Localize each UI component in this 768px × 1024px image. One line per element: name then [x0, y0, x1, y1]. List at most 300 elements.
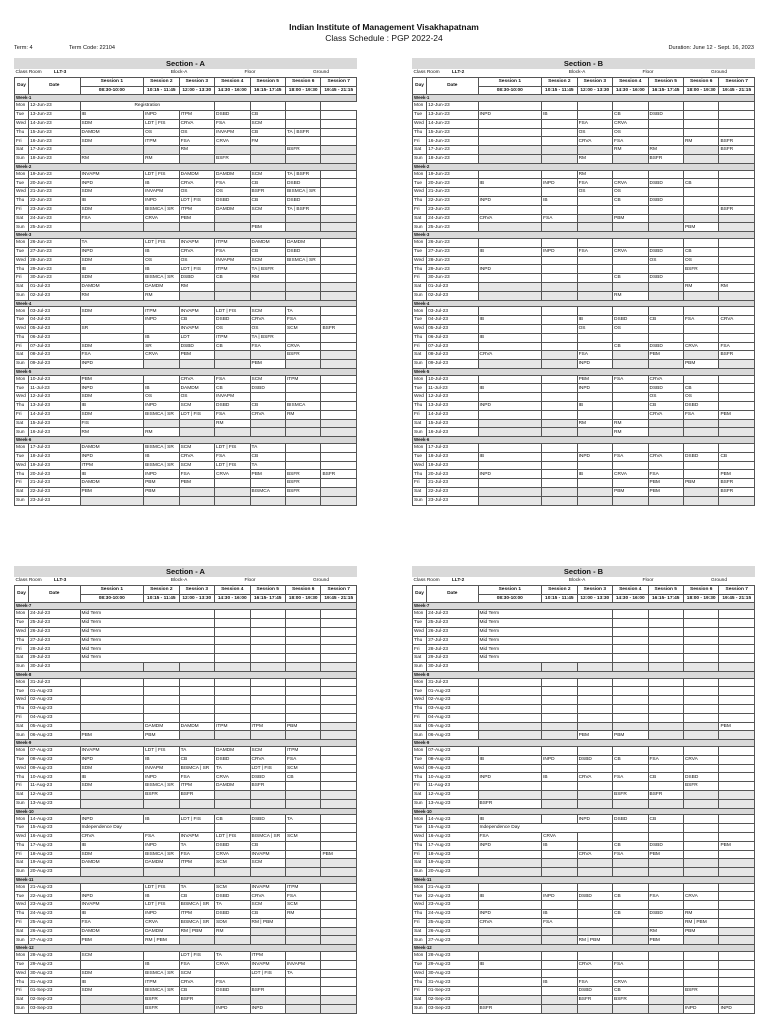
- date-cell: 11-Aug-23: [29, 782, 80, 791]
- session-5-cell: [648, 746, 683, 755]
- session-4-cell: DSBD: [215, 316, 250, 325]
- session-1-cell: IB: [80, 841, 144, 850]
- day-cell: Fri: [15, 987, 29, 996]
- day-cell: Sat: [15, 146, 29, 155]
- session-3-cell: [577, 410, 612, 419]
- session-7-cell: [321, 256, 357, 265]
- schedule-row: [15, 488, 357, 497]
- schedule-row: [413, 393, 755, 402]
- session-4-cell: INPD: [215, 1004, 250, 1013]
- session-4-cell: [613, 662, 648, 671]
- day-cell: Tue: [413, 960, 427, 969]
- session-5-cell: BSFR: [648, 790, 683, 799]
- day-cell: Fri: [15, 918, 29, 927]
- schedule-row: [15, 755, 357, 764]
- session-7-cell: [321, 773, 357, 782]
- session-1-cell: [478, 291, 542, 300]
- session-4-cell: CB: [215, 342, 250, 351]
- schedule-row: [15, 610, 357, 619]
- session-2-cell: [542, 428, 577, 437]
- day-cell: Fri: [15, 850, 29, 859]
- session-4-cell: CB: [613, 841, 648, 850]
- day-cell: Sat: [413, 859, 427, 868]
- schedule-row: [15, 824, 357, 833]
- session-1-cell: Independence Day: [80, 824, 215, 833]
- session-6-cell: CB: [683, 247, 718, 256]
- date-cell: 15-Aug-23: [427, 824, 478, 833]
- session-4-cell: [613, 918, 648, 927]
- session-3-cell: IB: [577, 470, 612, 479]
- session-2-cell: IB: [144, 755, 179, 764]
- day-cell: Sun: [15, 360, 29, 369]
- session-1-cell: [478, 479, 542, 488]
- session-7-cell: [321, 824, 357, 833]
- day-cell: Sat: [15, 214, 29, 223]
- session-4-cell: [613, 238, 648, 247]
- session-3-cell: [577, 687, 612, 696]
- session-6-cell: [683, 154, 718, 163]
- session-6-cell: [683, 815, 718, 824]
- schedule-row: [413, 154, 755, 163]
- day-cell: Tue: [15, 755, 29, 764]
- session-1-cell: Mid Term: [80, 645, 215, 654]
- session-3-cell: DSBD: [179, 342, 214, 351]
- session-6-cell: DSBD: [683, 452, 718, 461]
- session-6-cell: [683, 196, 718, 205]
- session-1-cell: IB: [478, 247, 542, 256]
- session-3-cell: RM: [577, 154, 612, 163]
- session-6-cell: CB: [683, 384, 718, 393]
- session-1-cell: PBM: [80, 375, 144, 384]
- date-cell: 17-Jul-23: [427, 444, 478, 453]
- session-6-cell: [683, 205, 718, 214]
- date-cell: 03-Aug-23: [29, 704, 80, 713]
- schedule-row: [413, 627, 755, 636]
- session-6-cell: [285, 799, 320, 808]
- session-6-cell: [285, 654, 320, 663]
- session-7-cell: [321, 179, 357, 188]
- session-2-cell: [542, 764, 577, 773]
- session-4-cell: CRVA: [215, 960, 250, 969]
- class-room-row: [15, 577, 357, 585]
- session-1-cell: [80, 799, 144, 808]
- schedule-row: [413, 746, 755, 755]
- day-cell: Thu: [413, 910, 427, 919]
- day-cell: Sun: [15, 496, 29, 505]
- session-5-cell: [648, 859, 683, 868]
- schedule-row: [15, 452, 357, 461]
- session-1-cell: [478, 978, 542, 987]
- session-2-cell: CRVA: [144, 214, 179, 223]
- session-5-cell: ITPM: [250, 952, 285, 961]
- session-4-cell: LDT | FIS: [215, 307, 250, 316]
- week-label: Week-7: [413, 603, 755, 610]
- date-cell: 30-Aug-23: [427, 969, 478, 978]
- session-7-cell: [719, 731, 755, 740]
- date-cell: 23-Jul-23: [427, 496, 478, 505]
- session-4-cell: [215, 610, 250, 619]
- session-5-cell: CRVA: [250, 755, 285, 764]
- date-cell: 14-Jun-23: [29, 119, 80, 128]
- session-4-cell: [613, 927, 648, 936]
- day-cell: Wed: [15, 901, 29, 910]
- session-3-cell: FSA: [577, 351, 612, 360]
- session-3-cell: IB: [577, 316, 612, 325]
- day-cell: Fri: [413, 205, 427, 214]
- day-cell: Mon: [413, 678, 427, 687]
- session-5-cell: CB: [250, 910, 285, 919]
- session-6-cell: [683, 746, 718, 755]
- session-1-cell: [478, 488, 542, 497]
- session-3-cell: [179, 488, 214, 497]
- session-1-cell: IB: [80, 470, 144, 479]
- session-1-cell: [80, 696, 144, 705]
- date-cell: 24-Jun-23: [29, 214, 80, 223]
- session-7-cell: [321, 282, 357, 291]
- session-5-cell: [648, 119, 683, 128]
- session-6-cell: [285, 265, 320, 274]
- session-3-cell: BISMCA | SR: [179, 901, 214, 910]
- session-6-cell: [285, 137, 320, 146]
- date-cell: 02-Aug-23: [427, 696, 478, 705]
- date-cell: 16-Aug-23: [427, 832, 478, 841]
- session-1-cell: [478, 496, 542, 505]
- session-4-cell: [613, 696, 648, 705]
- session-1-cell: Independence Day: [478, 824, 613, 833]
- session-4-cell: BSFR: [613, 996, 648, 1005]
- session-7-cell: [719, 274, 755, 283]
- session-2-cell: [542, 360, 577, 369]
- session-2-cell: BISMCA | SR: [144, 274, 179, 283]
- date-cell: 28-Jun-23: [29, 256, 80, 265]
- session-6-cell: SCM: [285, 324, 320, 333]
- session-1-cell: [478, 969, 542, 978]
- schedule-row: [413, 978, 755, 987]
- session-3-cell: [577, 832, 612, 841]
- date-cell: 16-Jun-23: [29, 137, 80, 146]
- date-cell: 21-Jul-23: [29, 479, 80, 488]
- day-cell: Mon: [15, 746, 29, 755]
- day-cell: Mon: [15, 375, 29, 384]
- session-6-cell: [683, 188, 718, 197]
- session-5-cell: [250, 678, 285, 687]
- session-7-cell: [321, 342, 357, 351]
- schedule-table: [412, 69, 755, 506]
- session-4-cell: [613, 265, 648, 274]
- session-6-cell: TA: [285, 307, 320, 316]
- session-6-cell: [250, 102, 285, 111]
- day-cell: Wed: [413, 901, 427, 910]
- schedule-row: [413, 910, 755, 919]
- schedule-row: [15, 815, 357, 824]
- date-cell: 06-Jul-23: [29, 333, 80, 342]
- session-5-cell: CRVA: [648, 410, 683, 419]
- date-cell: 22-Aug-23: [29, 892, 80, 901]
- session-7-cell: [321, 265, 357, 274]
- session-4-cell: FSA: [215, 978, 250, 987]
- session-4-cell: [613, 223, 648, 232]
- session-3-cell: LDT | FIS: [179, 815, 214, 824]
- session-1-cell: SDM: [80, 256, 144, 265]
- session-3-cell: CB: [179, 892, 214, 901]
- session-7-cell: INPD: [719, 1004, 755, 1013]
- day-cell: Sat: [413, 146, 427, 155]
- session-6-cell: [285, 704, 320, 713]
- session-3-cell: INPD: [577, 815, 612, 824]
- schedule-row: [413, 102, 755, 111]
- session-3-cell: [577, 488, 612, 497]
- session-2-cell: IB: [144, 333, 179, 342]
- session-3-cell: CB: [179, 316, 214, 325]
- day-cell: Sat: [413, 722, 427, 731]
- schedule-row: [413, 342, 755, 351]
- date-cell: 09-Aug-23: [29, 764, 80, 773]
- section-title: Section - A: [14, 58, 357, 69]
- session-3-cell: ITPM: [179, 110, 214, 119]
- session-1-cell: INPD: [478, 841, 542, 850]
- session-3-cell: BSFR: [577, 996, 612, 1005]
- session-4-cell: [613, 636, 648, 645]
- session-6-cell: [683, 645, 718, 654]
- session-6-header: Session 6: [285, 77, 320, 86]
- session-1-cell: FSA: [80, 351, 144, 360]
- date-cell: 01-Jul-23: [29, 282, 80, 291]
- session-1-cell: [478, 188, 542, 197]
- session-5-cell: [648, 291, 683, 300]
- session-4-header: Session 4: [215, 77, 250, 86]
- day-cell: Sun: [15, 154, 29, 163]
- session-6-cell: [683, 722, 718, 731]
- session-3-cell: [179, 223, 214, 232]
- session-2-cell: [542, 419, 577, 428]
- session-4-cell: CB: [613, 910, 648, 919]
- session-4-cell: FSA: [215, 119, 250, 128]
- session-1-cell: IB: [80, 110, 144, 119]
- session-6-cell: [683, 936, 718, 945]
- session-7-cell: [321, 119, 357, 128]
- session-5-cell: [648, 918, 683, 927]
- session-5-cell: [648, 782, 683, 791]
- session-7-cell: [321, 746, 357, 755]
- session-3-cell: [577, 291, 612, 300]
- session-5-cell: [250, 393, 285, 402]
- session-6-cell: PBM: [285, 722, 320, 731]
- session-5-cell: RM: [648, 927, 683, 936]
- session-6-cell: [285, 333, 320, 342]
- day-cell: Mon: [15, 678, 29, 687]
- session-4-cell: [613, 402, 648, 411]
- day-cell: Wed: [413, 832, 427, 841]
- session-4-cell: CB: [613, 987, 648, 996]
- session-1-cell: [478, 868, 542, 877]
- session-4-time: 14:30 - 16:00: [613, 86, 648, 95]
- session-6-cell: [285, 824, 320, 833]
- session-1-cell: [80, 883, 144, 892]
- date-cell: 16-Jun-23: [427, 137, 478, 146]
- session-5-cell: PBM: [648, 479, 683, 488]
- session-7-cell: [321, 461, 357, 470]
- session-6-cell: FSA: [285, 892, 320, 901]
- session-1-cell: [478, 883, 542, 892]
- session-7-cell: [321, 316, 357, 325]
- date-cell: 14-Jul-23: [29, 410, 80, 419]
- schedule-row: [15, 687, 357, 696]
- session-7-cell: [321, 815, 357, 824]
- schedule-row: [15, 470, 357, 479]
- date-cell: 10-Jul-23: [29, 375, 80, 384]
- session-4-cell: [613, 936, 648, 945]
- session-1-cell: [478, 936, 542, 945]
- session-2-cell: [542, 678, 577, 687]
- day-cell: Fri: [15, 645, 29, 654]
- date-cell: 19-Jun-23: [29, 170, 80, 179]
- week-label-row: [413, 163, 755, 170]
- schedule-row: [15, 627, 357, 636]
- session-5-cell: SCM: [250, 205, 285, 214]
- session-6-cell: [683, 713, 718, 722]
- week-label: Week-6: [15, 437, 357, 444]
- session-3-cell: [577, 342, 612, 351]
- floor-value: Ground: [683, 577, 754, 585]
- session-2-cell: IB: [542, 196, 577, 205]
- session-4-cell: CRVA: [215, 137, 250, 146]
- session-1-cell: INVAPM: [80, 746, 144, 755]
- session-4-cell: CB: [613, 892, 648, 901]
- session-7-cell: PBM: [719, 470, 755, 479]
- session-2-cell: [542, 859, 577, 868]
- session-6-cell: [683, 969, 718, 978]
- day-cell: Sun: [413, 223, 427, 232]
- date-cell: 16-Jul-23: [427, 428, 478, 437]
- session-1-cell: Mid Term: [80, 618, 215, 627]
- day-cell: Sun: [413, 662, 427, 671]
- date-cell: 23-Jun-23: [427, 205, 478, 214]
- date-cell: 07-Jul-23: [29, 342, 80, 351]
- session-5-cell: DSBD: [648, 110, 683, 119]
- schedule-row: [15, 282, 357, 291]
- date-cell: 25-Jun-23: [427, 223, 478, 232]
- week-label-row: [413, 437, 755, 444]
- section-a-schedule-june-july: [14, 58, 357, 506]
- session-4-cell: [613, 618, 648, 627]
- session-1-cell: [478, 360, 542, 369]
- session-4-cell: LDT | FIS: [215, 832, 250, 841]
- session-6-cell: [683, 461, 718, 470]
- session-2-cell: [144, 146, 179, 155]
- session-1-cell: INVAPM: [80, 170, 144, 179]
- room-name: LLT-3: [53, 577, 108, 585]
- schedule-row: [413, 205, 755, 214]
- session-3-time: 12:00 - 13:30: [577, 594, 612, 603]
- date-cell: 12-Jul-23: [427, 393, 478, 402]
- session-4-cell: [613, 282, 648, 291]
- session-4-cell: [215, 496, 250, 505]
- session-5-cell: [648, 627, 683, 636]
- session-5-cell: SCM: [250, 859, 285, 868]
- schedule-row: [413, 618, 755, 627]
- session-6-cell: DAMDM: [285, 238, 320, 247]
- date-cell: 29-Jul-23: [427, 654, 478, 663]
- session-7-cell: [719, 256, 755, 265]
- schedule-row: [15, 696, 357, 705]
- schedule-row: [15, 324, 357, 333]
- session-2-cell: [542, 291, 577, 300]
- session-7-cell: [719, 402, 755, 411]
- session-6-cell: [683, 696, 718, 705]
- session-5-cell: [648, 461, 683, 470]
- session-1-cell: [478, 704, 542, 713]
- day-cell: Wed: [15, 256, 29, 265]
- class-room-row: [413, 69, 755, 77]
- day-cell: Thu: [15, 470, 29, 479]
- schedule-row: [15, 205, 357, 214]
- schedule-row: [15, 384, 357, 393]
- session-1-cell: [478, 901, 542, 910]
- date-cell: 03-Aug-23: [427, 704, 478, 713]
- session-5-cell: [250, 687, 285, 696]
- session-6-cell: [683, 419, 718, 428]
- session-1-cell: [478, 782, 542, 791]
- session-4-cell: TA: [215, 952, 250, 961]
- date-cell: 27-Aug-23: [427, 936, 478, 945]
- session-2-cell: BISMCA | SR: [144, 205, 179, 214]
- schedule-row: [413, 892, 755, 901]
- room-name: LLT-2: [451, 577, 506, 585]
- session-5-cell: TA: [250, 461, 285, 470]
- session-5-cell: [648, 265, 683, 274]
- session-3-cell: [577, 868, 612, 877]
- date-cell: 17-Jun-23: [29, 146, 80, 155]
- date-cell: 13-Aug-23: [29, 799, 80, 808]
- schedule-row: [413, 214, 755, 223]
- session-2-cell: [542, 223, 577, 232]
- schedule-row: [15, 479, 357, 488]
- session-1-header: Session 1: [80, 77, 144, 86]
- session-1-cell: IB: [478, 452, 542, 461]
- schedule-row: [413, 731, 755, 740]
- day-cell: Sun: [413, 731, 427, 740]
- session-4-cell: [215, 687, 250, 696]
- schedule-row: [15, 170, 357, 179]
- schedule-row: [15, 496, 357, 505]
- schedule-row: [15, 731, 357, 740]
- session-5-cell: TA | BSFR: [250, 333, 285, 342]
- session-6-cell: PBM: [683, 223, 718, 232]
- session-1-cell: [80, 223, 144, 232]
- week-label-row: [15, 300, 357, 307]
- session-header-row: [413, 77, 755, 86]
- session-2-cell: DAMDM: [144, 859, 179, 868]
- session-2-cell: DAMDM: [144, 722, 179, 731]
- day-cell: Wed: [15, 696, 29, 705]
- session-5-time: 16:15- 17:45: [648, 594, 683, 603]
- session-4-cell: RM: [215, 927, 250, 936]
- session-5-cell: RM: [250, 274, 285, 283]
- session-1-cell: [80, 960, 144, 969]
- session-3-cell: LDT: [179, 333, 214, 342]
- session-5-cell: [648, 799, 683, 808]
- session-7-cell: PBM: [321, 850, 357, 859]
- day-cell: Sat: [413, 214, 427, 223]
- session-3-cell: RM: [179, 146, 214, 155]
- session-5-cell: [250, 868, 285, 877]
- session-7-cell: [321, 333, 357, 342]
- session-4-cell: [613, 832, 648, 841]
- session-6-cell: [683, 428, 718, 437]
- schedule-row: [413, 324, 755, 333]
- session-5-cell: CB: [250, 128, 285, 137]
- session-2-cell: INPD: [144, 316, 179, 325]
